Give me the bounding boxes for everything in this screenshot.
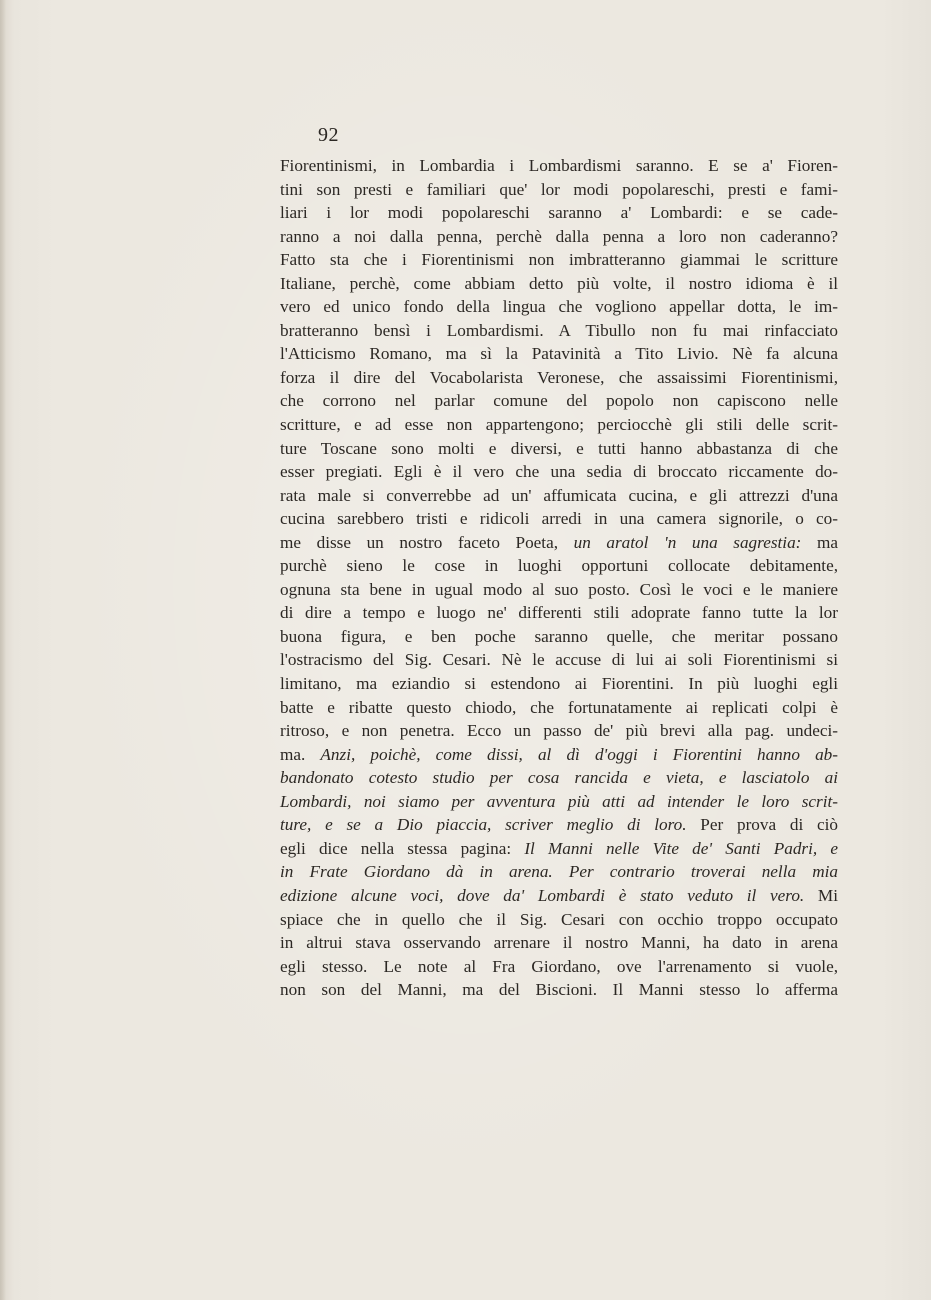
text-segment: Fatto sta che i Fiorentinismi non imbratteranno giammai le scritture bbox=[280, 250, 838, 270]
text-segment: l'ostracismo del Sig. Cesari. Nè le accuse di lui ai soli Fiorentinismi si bbox=[280, 650, 838, 670]
text-line bbox=[280, 601, 838, 625]
italic-quote: in Frate Giordano dà in arena. Per contrario troverai nella mia bbox=[280, 862, 838, 882]
text-line bbox=[280, 719, 838, 743]
text-line bbox=[280, 978, 838, 1002]
text-line bbox=[280, 295, 838, 319]
text-line bbox=[280, 648, 838, 672]
text-segment: ranno a noi dalla penna, perchè dalla penna a loro non caderanno? bbox=[280, 226, 838, 246]
text-segment: ma. bbox=[280, 744, 321, 764]
text-segment: buona figura, e ben poche saranno quelle, che meritar possano bbox=[280, 626, 838, 646]
text-segment: liari i lor modi popolareschi saranno a' Lombardi: e se cade- bbox=[280, 203, 838, 223]
text-line bbox=[280, 578, 838, 602]
text-segment: batte e ribatte questo chiodo, che fortunatamente ai replicati colpi è bbox=[280, 697, 838, 717]
text-segment: vero ed unico fondo della lingua che vogliono appellar dotta, le im- bbox=[280, 297, 838, 317]
page-edge-shadow bbox=[0, 0, 6, 1300]
text-line bbox=[280, 319, 838, 343]
text-line bbox=[280, 743, 838, 767]
text-segment: l'Atticismo Romano, ma sì la Patavinità a Tito Livio. Nè fa alcuna bbox=[280, 344, 838, 364]
text-line bbox=[280, 696, 838, 720]
text-segment: esser pregiati. Egli è il vero che una sedia di broccato riccamente do- bbox=[280, 462, 838, 482]
text-segment: che corrono nel parlar comune del popolo non capiscono nelle bbox=[280, 391, 838, 411]
text-segment: spiace che in quello che il Sig. Cesari con occhio troppo occupato bbox=[280, 909, 838, 929]
text-line bbox=[280, 672, 838, 696]
text-line bbox=[280, 437, 838, 461]
page-number: 92 bbox=[318, 124, 339, 146]
text-segment: me disse un nostro faceto Poeta, bbox=[280, 532, 574, 552]
italic-quote: Lombardi, noi siamo per avventura più atti ad intender le loro scrit- bbox=[280, 791, 838, 811]
text-segment: di dire a tempo e luogo ne' differenti stili adoprate fanno tutte la lor bbox=[280, 603, 838, 623]
text-line bbox=[280, 366, 838, 390]
text-segment: Mi bbox=[804, 885, 838, 905]
text-segment: ture Toscane sono molti e diversi, e tutti hanno abbastanza di che bbox=[280, 438, 838, 458]
text-segment: cucina sarebbero tristi e ridicoli arredi in una camera signorile, o co- bbox=[280, 509, 838, 529]
italic-quote: un aratol 'n una sagrestia: bbox=[573, 532, 802, 552]
text-segment: tini son presti e familiari que' lor modi popolareschi, presti e fami- bbox=[280, 179, 838, 199]
text-segment: ma bbox=[801, 532, 838, 552]
text-segment: Per prova di ciò bbox=[686, 815, 838, 835]
text-line bbox=[280, 484, 838, 508]
italic-quote: edizione alcune voci, dove da' Lombardi è stato veduto il vero. bbox=[280, 885, 805, 905]
text-segment: limitano, ma eziandio si estendono ai Fiorentini. In più luoghi egli bbox=[280, 674, 838, 694]
text-line bbox=[280, 908, 838, 932]
text-segment: rata male si converrebbe ad un' affumicata cucina, e gli attrezzi d'una bbox=[280, 485, 838, 505]
text-line bbox=[280, 507, 838, 531]
text-line bbox=[280, 154, 838, 178]
text-line bbox=[280, 884, 838, 908]
text-line bbox=[280, 860, 838, 884]
text-line bbox=[280, 248, 838, 272]
italic-quote: ture, e se a Dio piaccia, scriver meglio di loro. bbox=[280, 815, 687, 835]
italic-quote: Anzi, poichè, come dissi, al dì d'oggi i Fiorentini hanno ab- bbox=[320, 744, 838, 764]
text-segment: non son del Manni, ma del Biscioni. Il Manni stesso lo afferma bbox=[280, 980, 838, 1000]
text-line bbox=[280, 413, 838, 437]
text-line bbox=[280, 625, 838, 649]
text-line bbox=[280, 931, 838, 955]
text-line bbox=[280, 342, 838, 366]
text-line bbox=[280, 201, 838, 225]
text-segment: in altrui stava osservando arrenare il nostro Manni, ha dato in arena bbox=[280, 933, 838, 953]
text-segment: bratteranno bensì i Lombardismi. A Tibullo non fu mai rinfacciato bbox=[280, 320, 838, 340]
text-line bbox=[280, 225, 838, 249]
italic-quote: bandonato cotesto studio per cosa rancida e vieta, e lasciatolo ai bbox=[280, 768, 838, 788]
body-text bbox=[280, 154, 838, 1002]
text-line bbox=[280, 837, 838, 861]
text-segment: forza il dire del Vocabolarista Veronese, che assaissimi Fiorentinismi, bbox=[280, 367, 838, 387]
text-line bbox=[280, 460, 838, 484]
text-line bbox=[280, 389, 838, 413]
text-line bbox=[280, 766, 838, 790]
text-line bbox=[280, 272, 838, 296]
text-segment: ognuna sta bene in ugual modo al suo posto. Così le voci e le maniere bbox=[280, 579, 838, 599]
italic-quote: Il Manni nelle Vite de' Santi Padri, e bbox=[524, 838, 838, 858]
text-segment: Fiorentinismi, in Lombardia i Lombardismi saranno. E se a' Fioren- bbox=[280, 156, 838, 175]
text-segment: egli dice nella stessa pagina: bbox=[280, 838, 525, 858]
text-line bbox=[280, 554, 838, 578]
text-line bbox=[280, 531, 838, 555]
text-segment: ritroso, e non penetra. Ecco un passo de' più brevi alla pag. undeci- bbox=[280, 721, 838, 741]
text-line bbox=[280, 813, 838, 837]
text-segment: scritture, e ad esse non appartengono; perciocchè gli stili delle scrit- bbox=[280, 415, 838, 435]
text-segment: egli stesso. Le note al Fra Giordano, ove l'arrenamento si vuole, bbox=[280, 956, 838, 976]
text-segment: purchè sieno le cose in luoghi opportuni collocate debitamente, bbox=[280, 556, 838, 576]
text-line bbox=[280, 178, 838, 202]
text-line bbox=[280, 955, 838, 979]
text-line bbox=[280, 790, 838, 814]
text-segment: Italiane, perchè, come abbiam detto più volte, il nostro idioma è il bbox=[280, 273, 838, 293]
